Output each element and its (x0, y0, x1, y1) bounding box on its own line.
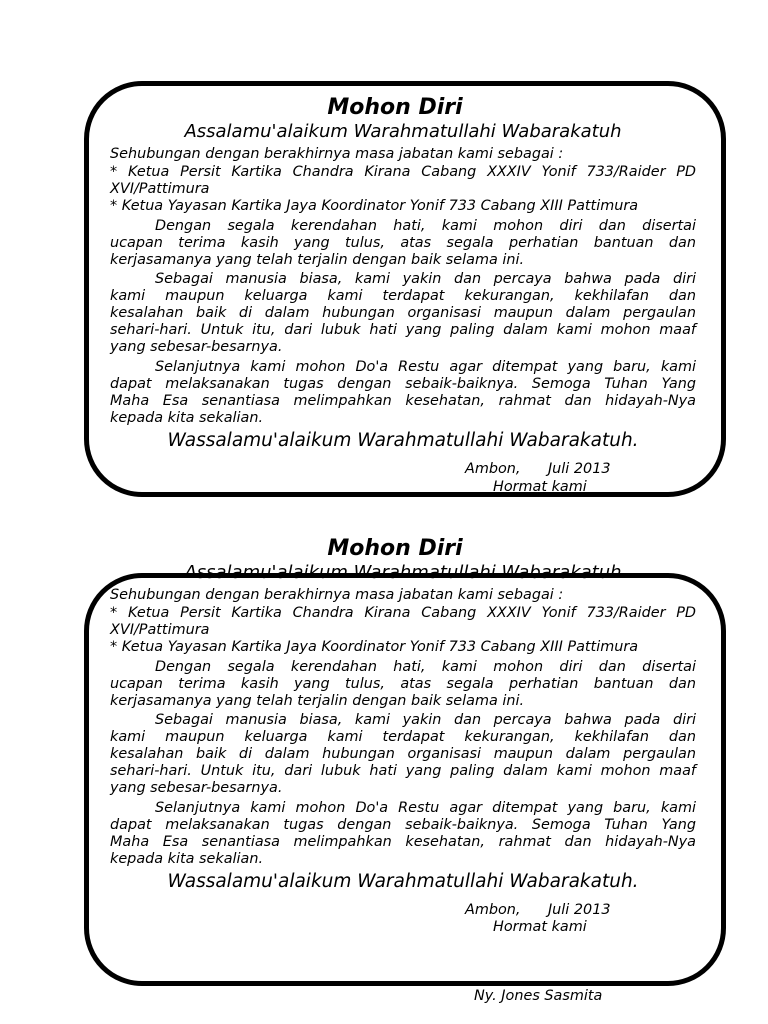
p1-line: kerjasamanya yang telah terjalin dengan baik selama ini. (110, 252, 525, 268)
p1-line: ucapan terima kasih yang tulus, atas segala perhatian bantuan dan (110, 235, 696, 251)
intro-line: Sehubungan dengan berakhirnya masa jabatan kami sebagai : (110, 587, 564, 603)
p1-line: Dengan segala kerendahan hati, kami mohon diri dan disertai (155, 659, 696, 675)
closing-greeting: Wassalamu'alaikum Warahmatullahi Wabarakatuh. (167, 871, 639, 892)
place-date: Ambon, Juli 2013 (465, 902, 611, 918)
p3-line: kepada kita sekalian. (110, 851, 264, 867)
p3-line: Maha Esa senantiasa melimpahkan kesehatan, rahmat dan hidayah-Nya (110, 393, 696, 409)
p2-line: kesalahan baik di dalam hubungan organisasi maupun dalam pergaulan (110, 305, 696, 321)
p2-line: sehari-hari. Untuk itu, dari lubuk hati yang paling dalam kami mohon maaf (110, 322, 696, 338)
p3-line: Maha Esa senantiasa melimpahkan kesehatan, rahmat dan hidayah-Nya (110, 834, 696, 850)
p2-line: Sebagai manusia biasa, kami yakin dan percaya bahwa pada diri (155, 271, 696, 287)
p3-line: dapat melaksanakan tugas dengan sebaik-baiknya. Semoga Tuhan Yang (110, 817, 696, 833)
place-date: Ambon, Juli 2013 (465, 461, 611, 477)
card-title: Mohon Diri (327, 95, 463, 120)
p2-line: kami maupun keluarga kami terdapat kekurangan, kekhilafan dan (110, 729, 696, 745)
greeting: Assalamu'alaikum Warahmatullahi Wabarakatuh (184, 121, 622, 142)
card-title: Mohon Diri (327, 536, 463, 561)
p2-line: sehari-hari. Untuk itu, dari lubuk hati yang paling dalam kami mohon maaf (110, 763, 696, 779)
p1-line: kerjasamanya yang telah terjalin dengan baik selama ini. (110, 693, 525, 709)
regards: Hormat kami (493, 919, 587, 935)
p2-line: kesalahan baik di dalam hubungan organisasi maupun dalam pergaulan (110, 746, 696, 762)
intro-line: Sehubungan dengan berakhirnya masa jabatan kami sebagai : (110, 146, 564, 162)
p2-line: Sebagai manusia biasa, kami yakin dan percaya bahwa pada diri (155, 712, 696, 728)
p3-line: Selanjutnya kami mohon Do'a Restu agar ditempat yang baru, kami (155, 800, 696, 816)
position2: * Ketua Yayasan Kartika Jaya Koordinator Yonif 733 Cabang XIII Pattimura (110, 198, 639, 214)
p3-line: dapat melaksanakan tugas dengan sebaik-baiknya. Semoga Tuhan Yang (110, 376, 696, 392)
p3-line: Selanjutnya kami mohon Do'a Restu agar ditempat yang baru, kami (155, 359, 696, 375)
greeting: Assalamu'alaikum Warahmatullahi Wabarakatuh (184, 562, 622, 583)
closing-greeting: Wassalamu'alaikum Warahmatullahi Wabarakatuh. (167, 430, 639, 451)
p1-line: ucapan terima kasih yang tulus, atas segala perhatian bantuan dan (110, 676, 696, 692)
position2: * Ketua Yayasan Kartika Jaya Koordinator Yonif 733 Cabang XIII Pattimura (110, 639, 639, 655)
p2-line: yang sebesar-besarnya. (110, 780, 283, 796)
signer-name: Ny. Jones Sasmita (474, 988, 603, 1004)
p2-line: yang sebesar-besarnya. (110, 339, 283, 355)
p2-line: kami maupun keluarga kami terdapat kekurangan, kekhilafan dan (110, 288, 696, 304)
p3-line: kepada kita sekalian. (110, 410, 264, 426)
regards: Hormat kami (493, 479, 587, 495)
position1-line2: XVI/Pattimura (110, 181, 210, 197)
position1-line1: * Ketua Persit Kartika Chandra Kirana Cabang XXXIV Yonif 733/Raider PD (110, 605, 696, 621)
position1-line2: XVI/Pattimura (110, 622, 210, 638)
p1-line: Dengan segala kerendahan hati, kami mohon diri dan disertai (155, 218, 696, 234)
position1-line1: * Ketua Persit Kartika Chandra Kirana Cabang XXXIV Yonif 733/Raider PD (110, 164, 696, 180)
